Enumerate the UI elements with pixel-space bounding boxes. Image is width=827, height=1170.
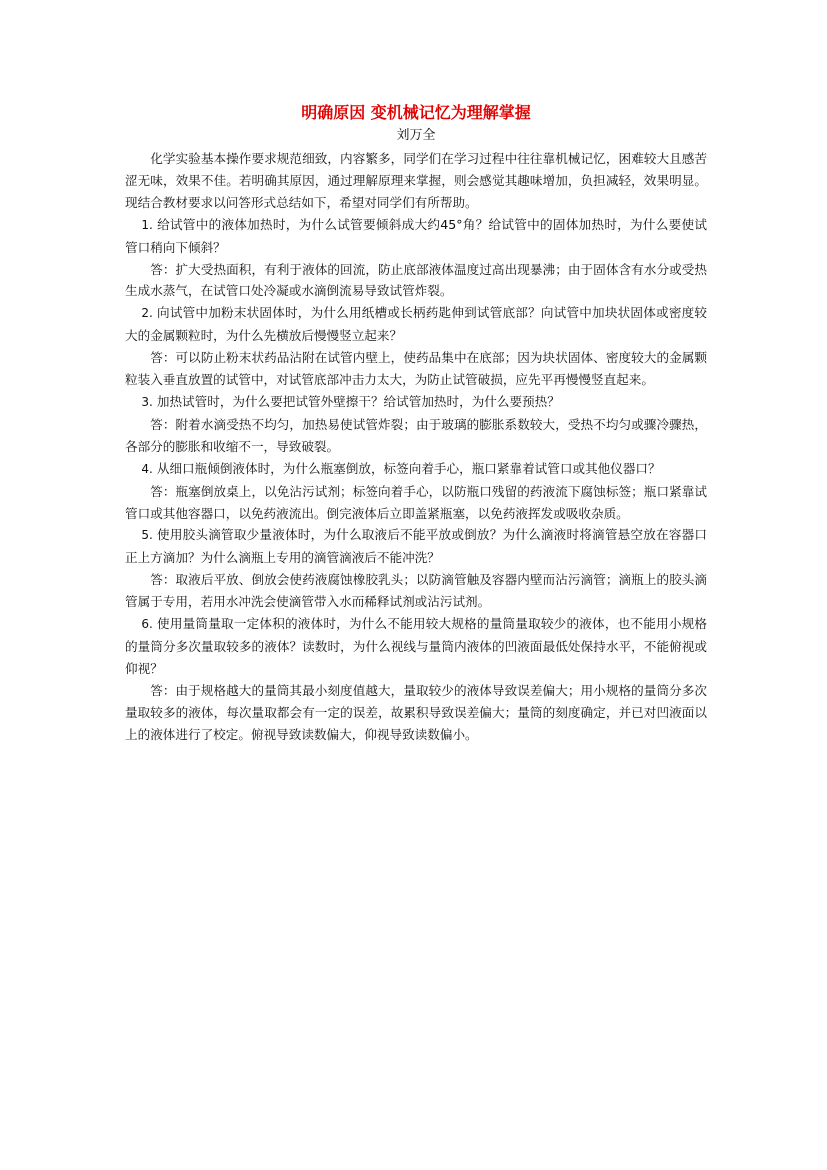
question-text: 加热试管时，为什么要把试管外壁擦干？给试管加热时，为什么要预热？ xyxy=(156,393,560,409)
document-page xyxy=(125,100,707,745)
question-number: 3. xyxy=(141,394,153,409)
question-text: 从细口瓶倾倒液体时，为什么瓶塞倒放，标签向着手心，瓶口紧靠着试管口或其他仪器口？ xyxy=(156,460,661,476)
question-number: 6. xyxy=(141,617,153,632)
question-text: 使用胶头滴管取少量液体时，为什么取液后不能平放或倒放？为什么滴液时将滴管悬空放在容器口正上方滴加？为什么滴瓶上专用的滴管滴液后不能冲洗？ xyxy=(125,527,708,566)
answer-5: 答：取液后平放、倒放会使药液腐蚀橡胶乳头；以防滴管触及容器内壁而沾污滴管；滴瓶上的胶头滴管属于专用，若用水冲洗会使滴管带入水而稀释试剂或沾污试剂。 xyxy=(125,572,707,610)
question-1 xyxy=(125,214,707,259)
question-text: 向试管中加粉末状固体时，为什么用纸槽或长柄药匙伸到试管底部？向试管中加块状固体或密度较大的金属颗粒时，为什么先横放后慢慢竖立起来？ xyxy=(125,305,708,344)
answer-3: 答：附着水滴受热不均匀，加热易使试管炸裂；由于玻璃的膨胀系数较大，受热不均匀或骤冷骤热，各部分的膨胀和收缩不一，导致破裂。 xyxy=(125,416,707,454)
answer-6: 答：由于规格越大的量筒其最小刻度值越大，量取较少的液体导致误差偏大；用小规格的量筒分多次量取较多的液体，每次量取都会有一定的误差，故累积导致误差偏大；量筒的刻度确定，并已对凹液面以上的液体进行了校定。俯视导致读数偏大，仰视导致读数偏小。 xyxy=(125,682,707,742)
question-number: 4. xyxy=(141,461,153,476)
question-number: 1. xyxy=(141,217,153,232)
question-number: 2. xyxy=(141,306,153,321)
question-5 xyxy=(125,524,707,569)
intro-paragraph: 化学实验基本操作要求规范细致，内容繁多，同学们在学习过程中往往靠机械记忆，困难较大且感苦涩无味，效果不佳。若明确其原因，通过理解原理来掌握，则会感觉其趣味增加，负担减轻，效果明显。现结合教材要求以问答形式总结如下，希望对同学们有所帮助。 xyxy=(125,151,707,210)
answer-1: 答：扩大受热面积，有利于液体的回流，防止底部液体温度过高出现暴沸；由于固体含有水分或受热生成水蒸气，在试管口处冷凝或水滴倒流易导致试管炸裂。 xyxy=(125,261,707,299)
answer-4: 答：瓶塞倒放桌上，以免沾污试剂；标签向着手心，以防瓶口残留的药液流下腐蚀标签；瓶口紧靠试管口或其他容器口，以免药液流出。倒完液体后立即盖紧瓶塞，以免药液挥发或吸收杂质。 xyxy=(125,483,707,521)
question-6 xyxy=(125,613,707,680)
question-number: 5. xyxy=(141,528,153,543)
document-title: 明确原因 变机械记忆为理解掌握 xyxy=(301,103,531,122)
question-3 xyxy=(125,391,707,414)
question-text: 使用量筒量取一定体积的液体时，为什么不能用较大规格的量筒量取较少的液体，也不能用小规格的量筒分多次量取较多的液体？读数时，为什么视线与量筒内液体的凹液面最低处保持水平，不能俯视或仰视？ xyxy=(125,616,708,676)
answer-2: 答：可以防止粉末状药品沾附在试管内壁上，使药品集中在底部；因为块状固体、密度较大的金属颗粒装入垂直放置的试管中，对试管底部冲击力太大，为防止试管破损，应先平再慢慢竖直起来。 xyxy=(125,350,707,388)
question-2 xyxy=(125,302,707,347)
author-name: 刘万全 xyxy=(396,128,436,143)
question-4 xyxy=(125,458,707,481)
question-text: 给试管中的液体加热时，为什么试管要倾斜成大约45°角？给试管中的固体加热时，为什么要使试管口稍向下倾斜？ xyxy=(125,216,707,255)
